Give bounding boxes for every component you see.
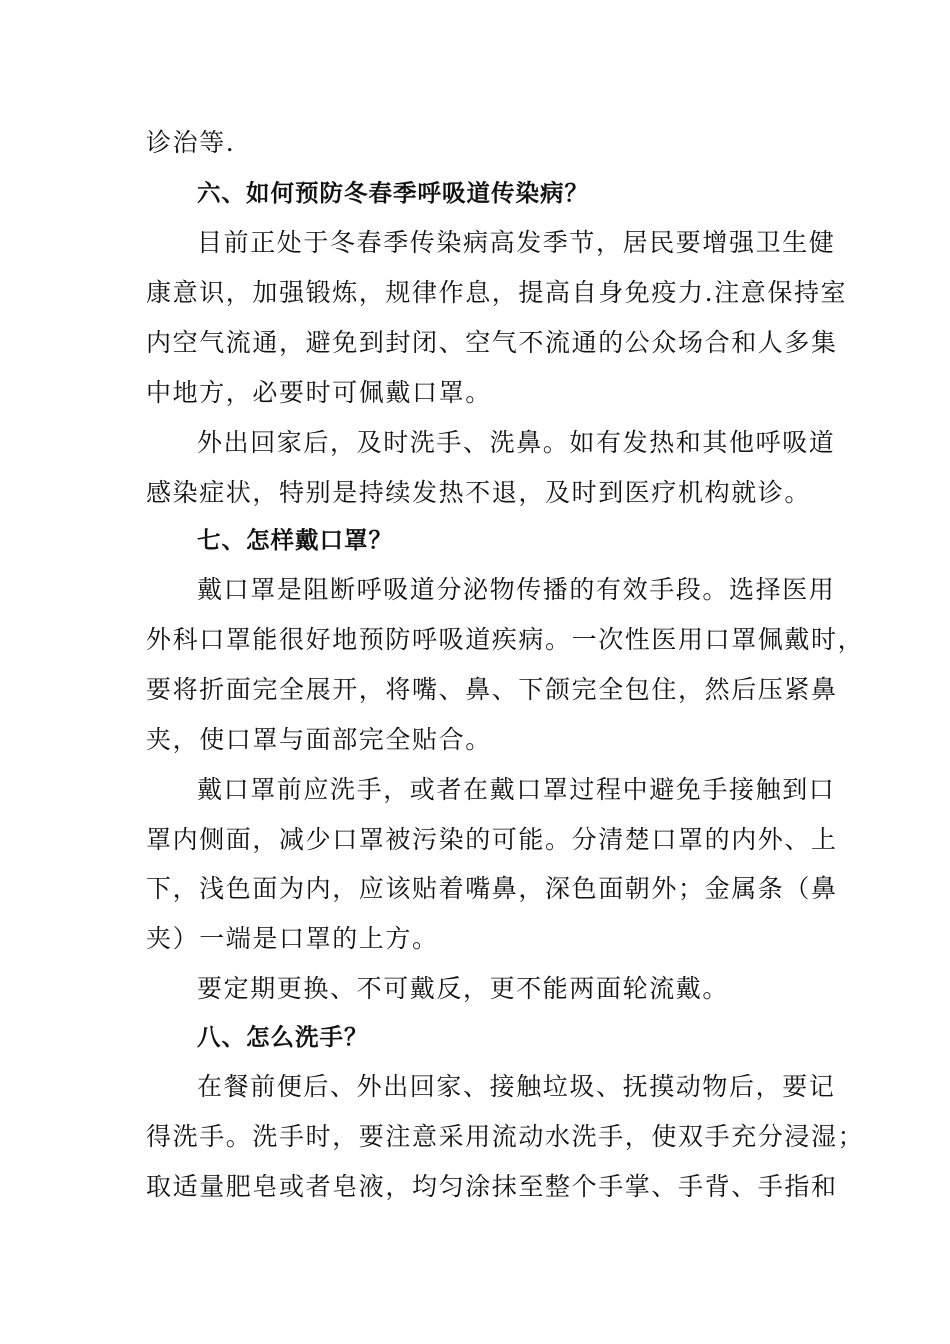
paragraph-line: 戴口罩是阻断呼吸道分泌物传播的有效手段。选择医用: [197, 575, 836, 604]
paragraph-line: 夹）一端是口罩的上方。: [146, 924, 439, 953]
paragraph-line: 下，浅色面为内，应该贴着嘴鼻，深色面朝外；金属条（鼻: [146, 874, 838, 903]
section-heading-8: 八、怎么洗手？: [197, 1023, 369, 1051]
paragraph-line: 戴口罩前应洗手，或者在戴口罩过程中避免手接触到口: [197, 775, 836, 804]
paragraph-line: 罩内侧面，减少口罩被污染的可能。分清楚口罩的内外、上: [146, 825, 838, 854]
paragraph-line: 内空气流通，避免到封闭、空气不流通的公众场合和人多集: [146, 328, 838, 357]
paragraph-line: 在餐前便后、外出回家、接触垃圾、抚摸动物后，要记: [197, 1072, 836, 1101]
paragraph-line: 诊治等.: [146, 128, 236, 157]
paragraph-line: 康意识，加强锻炼，规律作息，提高自身免疫力.注意保持室: [146, 278, 848, 307]
paragraph-line: 中地方，必要时可佩戴口罩。: [146, 378, 492, 407]
paragraph-line: 外出回家后，及时洗手、洗鼻。如有发热和其他呼吸道: [197, 428, 836, 457]
paragraph-line: 外科口罩能很好地预防呼吸道疾病。一次性医用口罩佩戴时，: [146, 625, 865, 654]
section-heading-7: 七、怎样戴口罩？: [197, 526, 393, 554]
section-heading-6: 六、如何预防冬春季呼吸道传染病？: [197, 179, 589, 207]
paragraph-line: 要定期更换、不可戴反，更不能两面轮流戴。: [197, 974, 730, 1003]
paragraph-line: 得洗手。洗手时，要注意采用流动水洗手，使双手充分浸湿；: [146, 1122, 865, 1151]
paragraph-line: 取适量肥皂或者皂液，均匀涂抹至整个手掌、手背、手指和: [146, 1172, 838, 1201]
paragraph-line: 夹，使口罩与面部完全贴合。: [146, 725, 492, 754]
paragraph-line: 目前正处于冬春季传染病高发季节，居民要增强卫生健: [197, 228, 836, 257]
paragraph-line: 感染症状，特别是持续发热不退，及时到医疗机构就诊。: [146, 478, 812, 507]
paragraph-line: 要将折面完全展开，将嘴、鼻、下颌完全包住，然后压紧鼻: [146, 675, 838, 704]
